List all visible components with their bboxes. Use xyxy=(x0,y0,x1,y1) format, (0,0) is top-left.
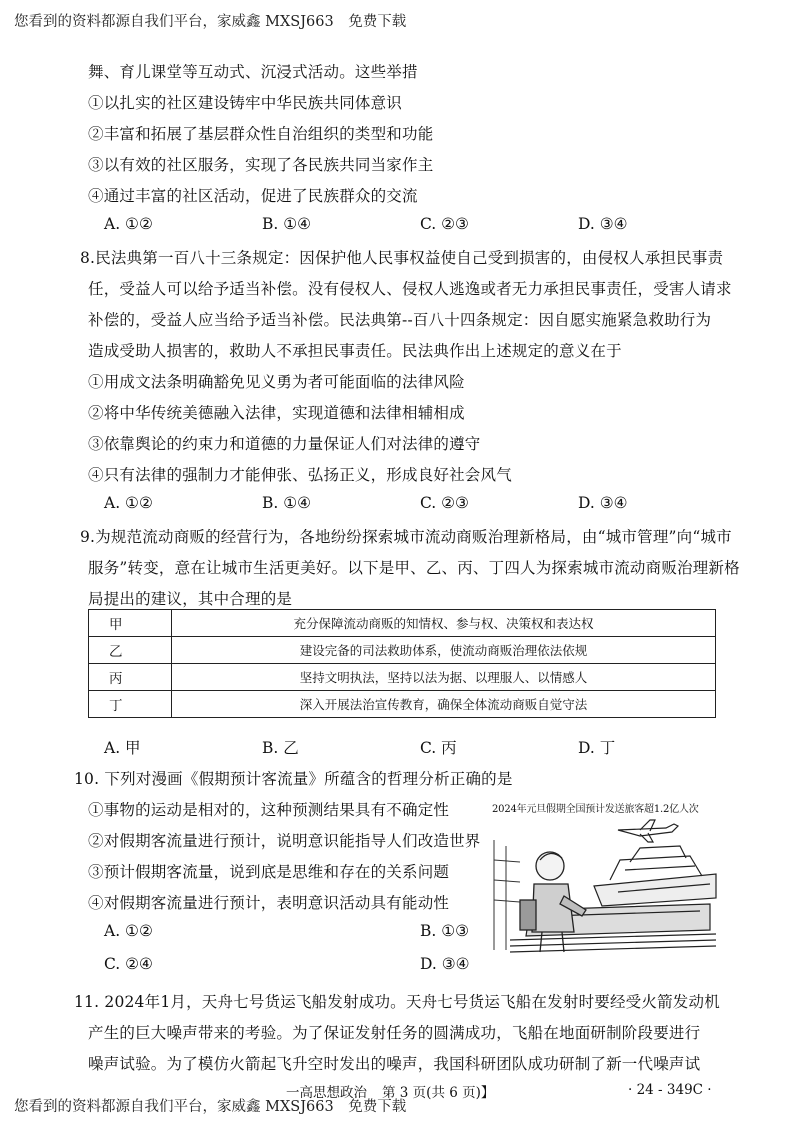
watermark-top: 您看到的资料都源自我们平台，家威鑫 MXSJ663 免费下载 xyxy=(14,14,407,30)
background-structure xyxy=(494,840,520,950)
q9-stem-line-2: 服务”转变，意在让城市生活更美好。以下是甲、乙、丙、丁四人为探索城市流动商贩治理新格 xyxy=(88,559,740,577)
q9-proposal-table xyxy=(88,609,716,718)
q10-option-a[interactable]: A. ①② xyxy=(104,922,153,940)
table-value: 坚持文明执法，坚持以法为据、以理服人、以情感人 xyxy=(172,664,716,691)
q8-item-1: ①用成文法条明确豁免见义勇为者可能面临的法律风险 xyxy=(88,373,465,391)
q7-item-4: ④通过丰富的社区活动，促进了民族群众的交流 xyxy=(88,187,418,205)
q7-item-2: ②丰富和拓展了基层群众性自治组织的类型和功能 xyxy=(88,125,434,143)
footer-title: 一高思想政治 xyxy=(286,1085,367,1101)
q8-stem-line-3: 补偿的，受益人应当给予适当补偿。民法典第--百八十四条规定：因自愿实施紧急救助行为 xyxy=(88,311,712,329)
q9-option-c[interactable]: C. 丙 xyxy=(420,739,457,757)
q11-stem-line-2: 产生的巨大噪声带来的考验。为了保证发射任务的圆满成功，飞船在地面研制阶段要进行 xyxy=(88,1024,701,1042)
q7-item-3: ③以有效的社区服务，实现了各民族共同当家作主 xyxy=(88,156,434,174)
q10-item-3: ③预计假期客流量，说到底是思维和存在的关系问题 xyxy=(88,863,450,881)
q8-item-4: ④只有法律的强制力才能伸张、弘扬正义，形成良好社会风气 xyxy=(88,466,512,484)
table-value: 建设完备的司法救助体系，使流动商贩治理依法依规 xyxy=(172,637,716,664)
q7-option-c[interactable]: C. ②③ xyxy=(420,215,469,233)
q9-option-b[interactable]: B. 乙 xyxy=(262,739,299,757)
q8-option-c[interactable]: C. ②③ xyxy=(420,494,469,512)
table-row xyxy=(89,610,716,637)
table-key: 丙 xyxy=(89,664,172,691)
table-row xyxy=(89,637,716,664)
q7-option-b[interactable]: B. ①④ xyxy=(262,215,312,233)
table-key: 甲 xyxy=(89,610,172,637)
q8-item-2: ②将中华传统美德融入法律，实现道德和法律相辅相成 xyxy=(88,404,465,422)
holiday-traffic-cartoon xyxy=(490,800,718,960)
table-value: 深入开展法治宣传教育，确保全体流动商贩自觉守法 xyxy=(172,691,716,718)
q8-option-d[interactable]: D. ③④ xyxy=(578,494,628,512)
q7-lead: 舞、育儿课堂等互动式、沉浸式活动。这些举措 xyxy=(88,63,418,81)
q8-option-b[interactable]: B. ①④ xyxy=(262,494,312,512)
table-row xyxy=(89,691,716,718)
traveler-figure xyxy=(520,852,586,952)
cruise-ship-icon xyxy=(594,846,716,906)
cartoon-drawing xyxy=(490,800,718,960)
q10-option-b[interactable]: B. ①③ xyxy=(420,922,470,940)
footer-page-number: 第 3 页(共 6 页)】 xyxy=(382,1085,495,1101)
q7-option-a[interactable]: A. ①② xyxy=(104,215,153,233)
q10-option-c[interactable]: C. ②④ xyxy=(104,955,153,973)
table-key: 丁 xyxy=(89,691,172,718)
footer-code: · 24 - 349C · xyxy=(628,1082,712,1098)
q10-item-4: ④对假期客流量进行预计，表明意识活动具有能动性 xyxy=(88,894,450,912)
cartoon-caption: 2024年元旦假期全国预计发送旅客超1.2亿人次 xyxy=(492,804,699,815)
q10-item-2: ②对假期客流量进行预计，说明意识能指导人们改造世界 xyxy=(88,832,481,850)
q9-stem-line-1: 9.为规范流动商贩的经营行为，各地纷纷探索城市流动商贩治理新格局，由“城市管理”向“城市 xyxy=(80,528,732,546)
q8-stem-line-2: 任，受益人可以给予适当补偿。没有侵权人、侵权人逃逸或者无力承担民事责任，受害人请求 xyxy=(88,280,732,298)
watermark-bottom: 您看到的资料都源自我们平台，家威鑫 MXSJ663 免费下载 xyxy=(14,1099,407,1115)
q11-stem-line-1: 11. 2024年1月，天舟七号货运飞船发射成功。天舟七号货运飞船在发射时要经受火箭发动机 xyxy=(74,993,720,1011)
table-row xyxy=(89,664,716,691)
q8-stem-line-1: 8.民法典第一百八十三条规定：因保护他人民事权益使自己受到损害的，由侵权人承担民事责 xyxy=(80,249,724,267)
q10-item-1: ①事物的运动是相对的，这种预测结果具有不确定性 xyxy=(88,801,450,819)
airplane-icon xyxy=(618,820,678,842)
q8-stem-line-4: 造成受助人损害的，救助人不承担民事责任。民法典作出上述规定的意义在于 xyxy=(88,342,622,360)
table-key: 乙 xyxy=(89,637,172,664)
q11-stem-line-3: 噪声试验。为了模仿火箭起飞升空时发出的噪声，我国科研团队成功研制了新一代噪声试 xyxy=(88,1055,701,1073)
q9-option-d[interactable]: D. 丁 xyxy=(578,739,616,757)
q9-stem-line-3: 局提出的建议，其中合理的是 xyxy=(88,590,293,608)
q7-option-d[interactable]: D. ③④ xyxy=(578,215,628,233)
q9-option-a[interactable]: A. 甲 xyxy=(104,739,141,757)
q10-stem: 10. 下列对漫画《假期预计客流量》所蕴含的哲理分析正确的是 xyxy=(74,770,513,788)
q7-item-1: ①以扎实的社区建设铸牢中华民族共同体意识 xyxy=(88,94,403,112)
table-value: 充分保障流动商贩的知情权、参与权、决策权和表达权 xyxy=(172,610,716,637)
q8-item-3: ③依靠舆论的约束力和道德的力量保证人们对法律的遵守 xyxy=(88,435,481,453)
q8-option-a[interactable]: A. ①② xyxy=(104,494,153,512)
q10-option-d[interactable]: D. ③④ xyxy=(420,955,470,973)
